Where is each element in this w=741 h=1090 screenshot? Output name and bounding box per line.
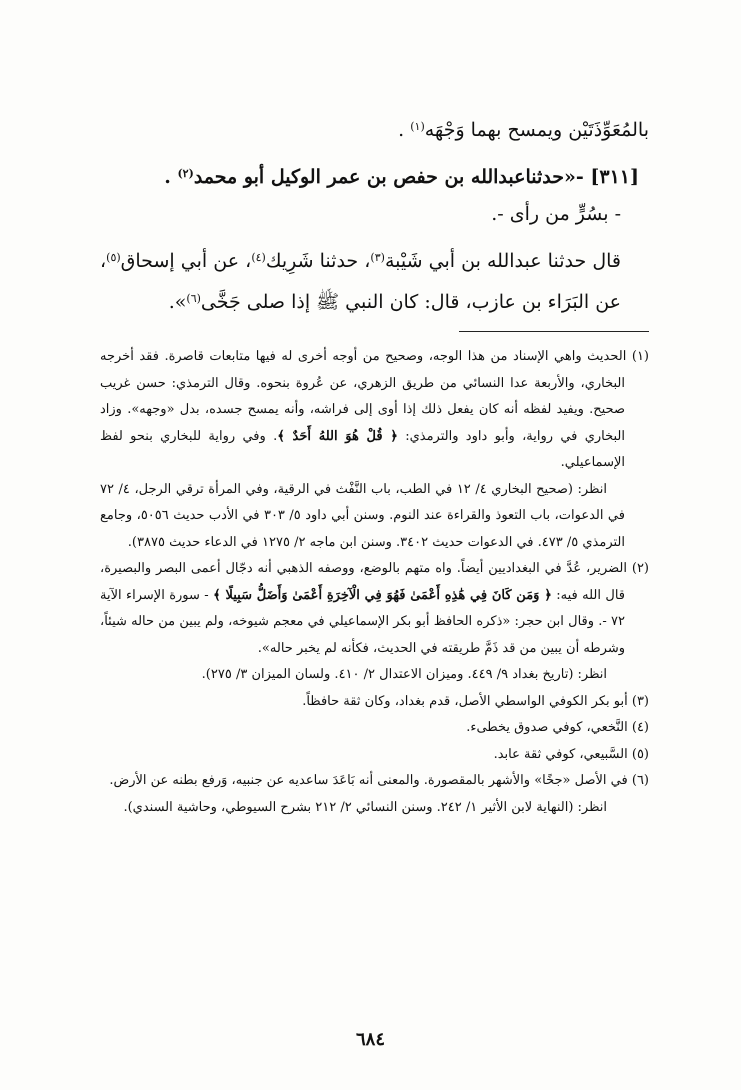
page-number: ٦٨٤ [355,1029,385,1050]
footnote-6: (٦) في الأصل «جخًا» والأشهر بالمقصورة. والمعنى أنه بَاعَدَ ساعديه عن جنبيه، وَرفع بطنه عن الأرض. [109,773,649,788]
footnotes [100,344,649,821]
footnote-ref-5[interactable]: (٥) [106,251,121,264]
footnote-1: (١) الحديث واهي الإسناد من هذا الوجه، وصحيح من أوجه أخرى له فيها متابعات قاصرة. فقد أخرجه البخاري، والأربعة عدا النسائي من طريق الزهري، عن عُروة بنحوه. وقال الترمذي: حسن غريب صحيح. ويفيد لفظه أنه كان يفعل ذلك إذا أوى إلى فراشه، وأنه يمسح جسده، بدل «وجهه». وزاد البخاري في رواية، وأبو داود والترمذي: ﴿ قُلْ هُوَ اللهُ أَحَدٌ ﴾. وفي رواية للبخاري بنحو لفظ الإسماعيلي. [100,349,649,470]
footnote-1-references: انظر: (صحيح البخاري ٤/ ١٢ في الطب، باب النَّفْث في الرقية، وفي المرأة ترقي الرجل، ٤/ ٧٢ في الدعوات، باب التعوذ والقراءة عند النوم. وسنن أبي داود ٥/ ٣٠٣ في الأدب حديث ٥٠٥٦، وجامع الترمذي ٥/ ٤٧٣. في الدعوات حديث ٣٤٠٢. وسنن ابن ماجه ٢/ ١٢٧٥ في الدعاء حديث ٣٨٧٥). [100,481,625,550]
quran-quote: ﴿ وَمَن كَانَ فِي هَٰذِهِ أَعْمَىٰ فَهُوَ فِي الْآخِرَةِ أَعْمَىٰ وَأَضَلُّ سَبِيلًا ﴾ [213,587,552,603]
footnote-4: (٤) النَّخعي، كوفي صدوق يخطىء. [466,720,649,735]
quran-quote: ﴿ قُلْ هُوَ اللهُ أَحَدٌ ﴾ [277,428,398,444]
hadith-heading-311: [٣١١] -«حدثناعبدالله بن حفص بن عمر الوكيل أبو محمد$^{(٢)}$ . [164,166,639,188]
main-text [100,108,649,321]
location-note: - بسُرٍّ من رأى -. [491,203,621,225]
footnote-2: (٢) الضرير، عُدَّ في البغداديين أيضاً. واه متهم بالوضع، ووصفه الذهبي أنه دجّال أعمى البصر والبصيرة، قال الله فيه: ﴿ وَمَن كَانَ فِي هَٰذِهِ أَعْمَىٰ فَهُوَ فِي الْآخِرَةِ أَعْمَىٰ وَأَضَلُّ سَبِيلًا ﴾ - سورة الإسراء الآية ٧٢ -. وقال ابن حجر: «ذكره الحافظ أبو بكر الإسماعيلي في معجم شيوخه، ولم يبين من حاله شيئاً، وشرطه أن يبين من قد ذَمَّ طريقته في الحديث، فكأنه لم يخبر حاله». [100,561,649,656]
footnote-6-references: انظر: (النهاية لابن الأثير ١/ ٢٤٢. وسنن النسائي ٢/ ٢١٢ بشرح السيوطي، وحاشية السندي). [123,799,607,815]
footnote-ref-2[interactable]: (٢) [177,167,194,180]
page-body [100,108,649,1070]
footnote-separator [459,331,649,332]
footnote-ref-1[interactable]: (١) [410,120,425,133]
footnote-ref-6[interactable]: (٦) [186,292,201,305]
footnote-ref-4[interactable]: (٤) [251,251,266,264]
text-line-mu3awwidhatayn: بالمُعَوِّذَتَيْن ويمسح بهما وَجْهَه$^{(١)}$ . [398,119,649,141]
footnote-5: (٥) السَّبيعي، كوفي ثقة عابد. [493,746,649,762]
footnote-2-references: انظر: (تاريخ بغداد ٩/ ٤٤٩. وميزان الاعتدال ٢/ ٤١٠. ولسان الميزان ٣/ ٢٧٥). [201,667,607,682]
footnote-3: (٣) أبو بكر الكوفي الواسطي الأصل، قدم بغداد، وكان ثقة حافظاً. [302,693,649,709]
footnote-ref-3[interactable]: (٣) [370,251,385,264]
isnad-paragraph: قال حدثنا عبدالله بن أبي شَيْبة$^{(٣)}$، حدثنا شَرِيك$^{(٤)}$، عن أبي إسحاق$^{(٥)}$، عن البَرَاء بن عازب، قال: كان النبي ﷺ إذا صلى جَخَّى$^{(٦)}$». [100,250,621,313]
